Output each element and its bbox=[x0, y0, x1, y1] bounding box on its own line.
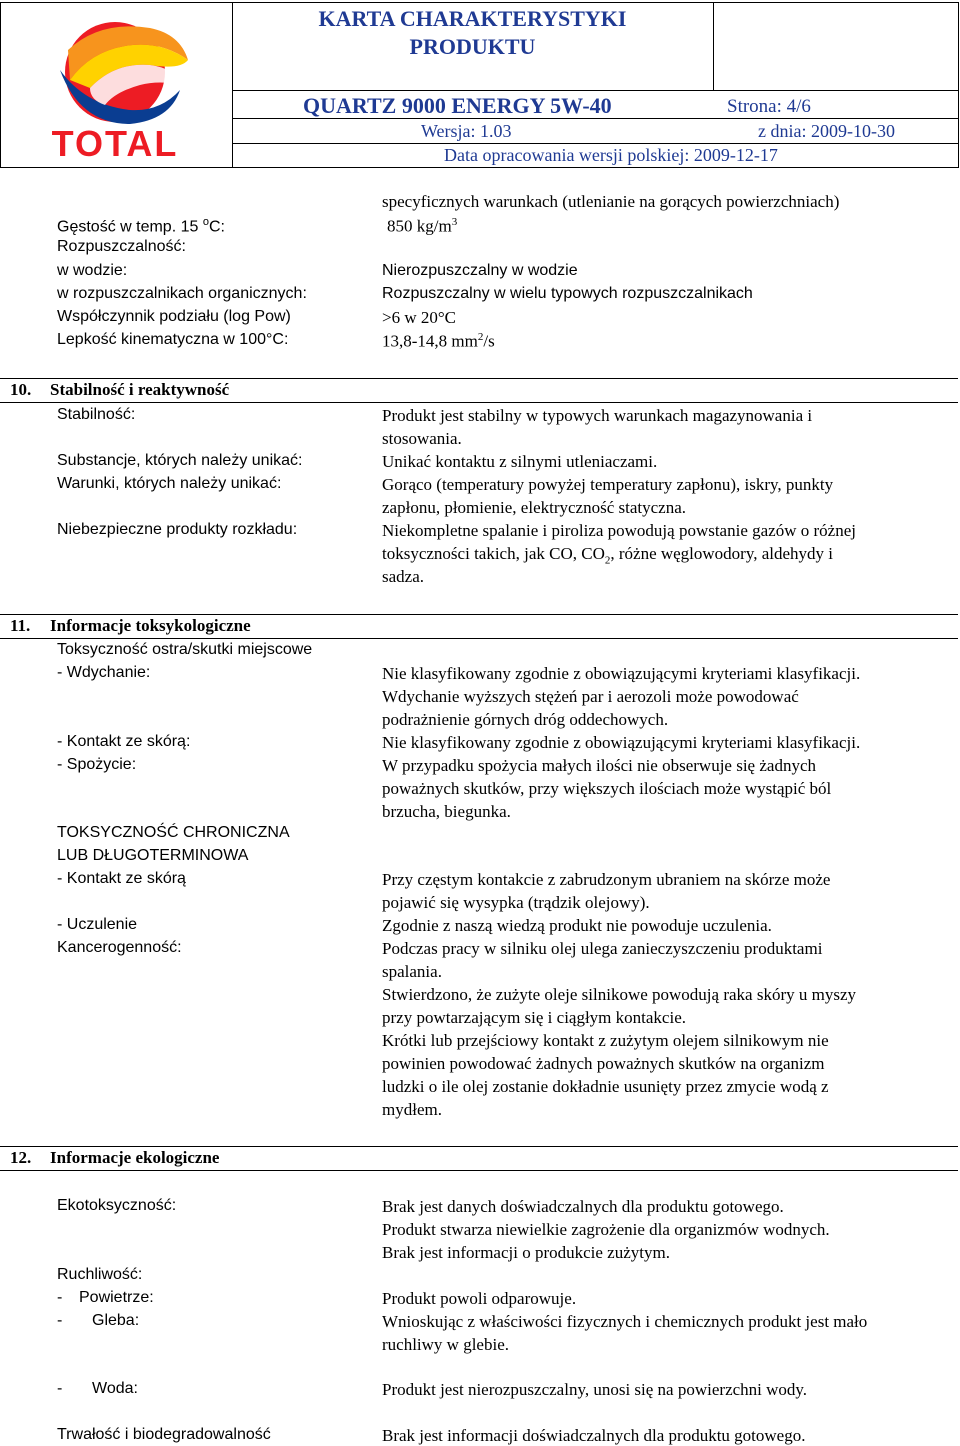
water-solubility-label: w wodzie: bbox=[57, 262, 128, 279]
sensitization-value: Zgodnie z naszą wiedzą produkt nie powoduje uczulenia. bbox=[382, 916, 772, 935]
total-wordmark: TOTAL bbox=[51, 123, 179, 164]
header-divider-right bbox=[713, 2, 714, 90]
section-12-top-rule bbox=[0, 1146, 958, 1147]
organic-solubility-value: Rozpuszczalny w wielu typowych rozpuszczalnikach bbox=[382, 285, 753, 302]
product-name: QUARTZ 9000 ENERGY 5W-40 bbox=[303, 93, 612, 118]
chronic-skin-label: - Kontakt ze skórą bbox=[57, 870, 186, 887]
section-12-title: Informacje ekologiczne bbox=[50, 1148, 220, 1167]
header-left-border bbox=[0, 2, 1, 168]
ecotoxicity-value-1: Brak jest danych doświadczalnych dla produktu gotowego. bbox=[382, 1197, 784, 1216]
air-label: Powietrze: bbox=[79, 1289, 154, 1306]
ecotoxicity-value-2: Produkt stwarza niewielkie zagrożenie dla organizmów wodnych. bbox=[382, 1220, 830, 1239]
header-top-border bbox=[0, 2, 958, 3]
persistence-value: Brak jest informacji doświadczalnych dla produktu gotowego. bbox=[382, 1426, 806, 1445]
version: Wersja: 1.03 bbox=[421, 121, 512, 141]
total-logo bbox=[30, 10, 200, 164]
section-12-bottom-rule bbox=[0, 1170, 958, 1171]
section-10-bottom-rule bbox=[0, 402, 958, 403]
continuation-text: specyficznych warunkach (utlenianie na gorących powierzchniach) bbox=[382, 192, 840, 211]
soil-dash: - bbox=[57, 1312, 63, 1329]
mobility-label: Ruchliwość: bbox=[57, 1266, 143, 1283]
density-value: 850 $kg/m^3$ bbox=[387, 216, 458, 236]
header-title-2: PRODUKTU bbox=[409, 34, 536, 59]
water-value: Produkt jest nierozpuszczalny, unosi się na powierzchni wody. bbox=[382, 1380, 808, 1399]
avoid-conditions-value-2: zapłonu, płomienie, elektryczność statyczna. bbox=[382, 498, 686, 517]
section-10-title: Stabilność i reaktywność bbox=[50, 380, 230, 399]
carcinogenicity-value-5: Krótki lub przejściowy kontakt z zużytym olejem silnikowym nie bbox=[382, 1031, 829, 1050]
chronic-toxicity-label-1: TOKSYCZNOŚĆ CHRONICZNA bbox=[57, 824, 290, 841]
partition-value: >6 w 20°C bbox=[382, 308, 457, 327]
soil-value-2: ruchliwy w glebie. bbox=[382, 1335, 509, 1354]
acute-toxicity-label: Toksyczność ostra/skutki miejscowe bbox=[57, 641, 313, 658]
water-dash: - bbox=[57, 1380, 63, 1397]
ecotoxicity-label: Ekotoksyczność: bbox=[57, 1197, 177, 1214]
partition-label: Współczynnik podziału (log Pow) bbox=[57, 308, 291, 325]
sensitization-label: - Uczulenie bbox=[57, 916, 138, 933]
water-solubility-value: Nierozpuszczalny w wodzie bbox=[382, 262, 578, 279]
inhalation-value-3: podrażnienie górnych dróg oddechowych. bbox=[382, 710, 669, 729]
avoid-substances-value: Unikać kontaktu z silnymi utleniaczami. bbox=[382, 452, 658, 471]
chronic-skin-value-1: Przy częstym kontakcie z zabrudzonym ubraniem na skórze może bbox=[382, 870, 831, 889]
carcinogenicity-value-6: powinien powodować żadnych poważnych skutków na organizm bbox=[382, 1054, 825, 1073]
skin-contact-value: Nie klasyfikowany zgodnie z obowiązującymi kryteriami klasyfikacji. bbox=[382, 733, 861, 752]
section-12-number: 12. bbox=[10, 1148, 32, 1167]
soil-label: Gleba: bbox=[92, 1312, 140, 1329]
water-label: Woda: bbox=[92, 1380, 138, 1397]
carcinogenicity-value-7: ludzki o ile olej zostanie dokładnie usunięty przez zmycie wodą z bbox=[382, 1077, 829, 1096]
stability-value-2: stosowania. bbox=[382, 429, 462, 448]
avoid-conditions-label: Warunki, których należy unikać: bbox=[57, 475, 282, 492]
header-row-border-2 bbox=[232, 143, 959, 144]
inhalation-label: - Wdychanie: bbox=[57, 664, 151, 681]
decomposition-label: Niebezpieczne produkty rozkładu: bbox=[57, 521, 298, 538]
section-10-top-rule bbox=[0, 378, 958, 379]
header-bottom-border bbox=[0, 167, 958, 168]
ingestion-value-3: brzucha, biegunka. bbox=[382, 802, 511, 821]
inhalation-value-1: Nie klasyfikowany zgodnie z obowiązującymi kryteriami klasyfikacji. bbox=[382, 664, 861, 683]
section-11-bottom-rule bbox=[0, 638, 958, 639]
stability-label: Stabilność: bbox=[57, 406, 136, 423]
decomposition-value-3: sadza. bbox=[382, 567, 425, 586]
air-value: Produkt powoli odparowuje. bbox=[382, 1289, 577, 1308]
soil-value-1: Wnioskując z właściwości fizycznych i chemicznych produkt jest mało bbox=[382, 1312, 868, 1331]
chronic-toxicity-label-2: LUB DŁUGOTERMINOWA bbox=[57, 847, 249, 864]
page-number: Strona: 4/6 bbox=[727, 96, 811, 117]
header-mid-border bbox=[232, 90, 959, 91]
ecotoxicity-value-3: Brak jest informacji o produkcie zużytym. bbox=[382, 1243, 670, 1262]
avoid-substances-label: Substancje, których należy unikać: bbox=[57, 452, 303, 469]
version-date: z dnia: 2009-10-30 bbox=[758, 121, 895, 141]
stability-value-1: Produkt jest stabilny w typowych warunkach magazynowania i bbox=[382, 406, 813, 425]
skin-contact-label: - Kontakt ze skórą: bbox=[57, 733, 191, 750]
polish-version-date: Data opracowania wersji polskiej: 2009-12-17 bbox=[444, 145, 778, 165]
carcinogenicity-value-3: Stwierdzono, że zużyte oleje silnikowe powodują raka skóry u myszy bbox=[382, 985, 856, 1004]
carcinogenicity-value-1: Podczas pracy w silniku olej ulega zanieczyszczeniu produktami bbox=[382, 939, 823, 958]
header-title-1: KARTA CHARAKTERYSTYKI bbox=[318, 6, 627, 31]
section-10-number: 10. bbox=[10, 380, 32, 399]
carcinogenicity-label: Kancerogenność: bbox=[57, 939, 182, 956]
ingestion-label: - Spożycie: bbox=[57, 756, 137, 773]
solubility-label: Rozpuszczalność: bbox=[57, 238, 186, 255]
organic-solubility-label: w rozpuszczalnikach organicznych: bbox=[57, 285, 307, 302]
carcinogenicity-value-4: przy powtarzającym się i ciągłym kontakcie. bbox=[382, 1008, 686, 1027]
chronic-skin-value-2: pojawić się wysypka (trądzik olejowy). bbox=[382, 893, 650, 912]
air-dash: - bbox=[57, 1289, 63, 1306]
inhalation-value-2: Wdychanie wyższych stężeń par i aerozoli może powodować bbox=[382, 687, 799, 706]
viscosity-value: 13,8-14,8 $mm^2/s$ bbox=[382, 331, 495, 351]
carcinogenicity-value-8: mydłem. bbox=[382, 1100, 442, 1119]
ingestion-value-2: poważnych skutków, przy większych ilościach może wystąpić ból bbox=[382, 779, 832, 798]
carcinogenicity-value-2: spalania. bbox=[382, 962, 442, 981]
decomposition-value-2: toksyczności takich, jak CO, $CO_2$, różne węglowodory, aldehydy i bbox=[382, 544, 834, 567]
section-11-top-rule bbox=[0, 614, 958, 615]
section-11-title: Informacje toksykologiczne bbox=[50, 616, 251, 635]
avoid-conditions-value-1: Gorąco (temperatury powyżej temperatury zapłonu), iskry, punkty bbox=[382, 475, 834, 494]
section-11-number: 11. bbox=[10, 616, 31, 635]
density-label: Gęstość w temp. 15 $^o$C: bbox=[57, 216, 225, 236]
viscosity-label: Lepkość kinematyczna w 100°C: bbox=[57, 331, 289, 348]
persistence-label: Trwałość i biodegradowalność bbox=[57, 1426, 271, 1443]
decomposition-value-1: Niekompletne spalanie i piroliza powodują powstanie gazów o różnej bbox=[382, 521, 856, 540]
ingestion-value-1: W przypadku spożycia małych ilości nie obserwuje się żadnych bbox=[382, 756, 816, 775]
